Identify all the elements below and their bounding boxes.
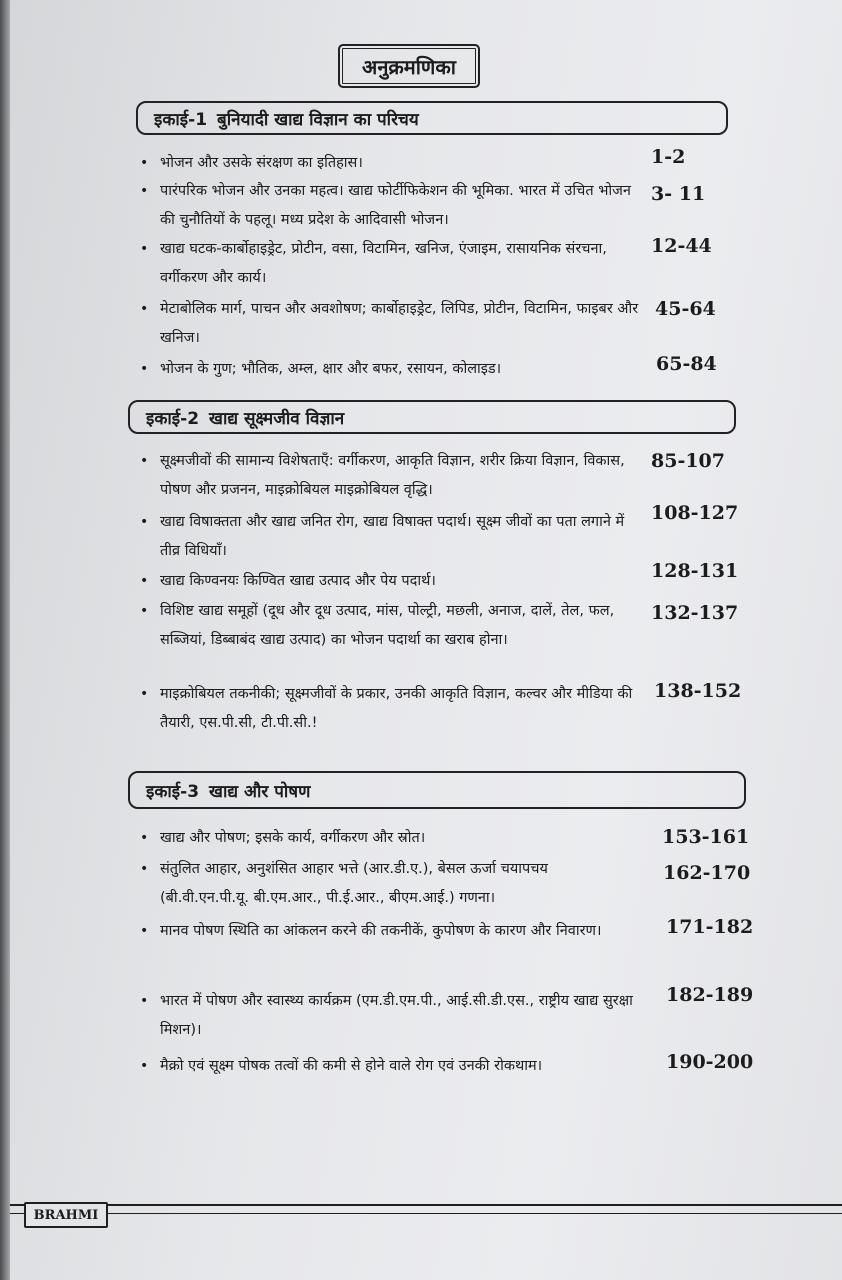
topic-text: खाद्य घटक-कार्बोहाइड्रेट, प्रोटीन, वसा, विटामिन, खनिज, एंजाइम, रासायनिक संरचना, वर्गीकरण और कार्य। [160,241,607,286]
publisher-brand: BRAHMI [24,1202,108,1228]
toc-item [140,680,640,738]
toc-item [140,508,640,566]
page-range: 190-200 [666,1051,754,1073]
bullet-icon: • [140,453,149,469]
book-spine-shadow [0,0,10,1280]
topic-text: भोजन और उसके संरक्षण का इतिहास। [160,155,363,171]
topic-text: भोजन के गुण; भौतिक, अम्ल, क्षार और बफर, रसायन, कोलाइड। [160,361,502,377]
footer-rule-top [10,1204,842,1206]
toc-item [140,295,640,353]
topic-text: खाद्य विषाक्तता और खाद्य जनित रोग, खाद्य विषाक्त पदार्थ। सूक्ष्म जीवों का पता लगाने में तीव्र विधियाँ। [160,514,625,559]
bullet-icon: • [140,301,149,317]
unit-1-heading [136,101,728,135]
page-title: अनुक्रमणिका [338,44,480,88]
page-range: 3- 11 [651,183,706,205]
toc-item [140,855,640,913]
topic-text: संतुलित आहार, अनुशंसित आहार भत्ते (आर.डी.ए.), बेसल ऊर्जा चयापचय (बी.वी.एन.पी.यू. बी.एम.आर., पी.ई.आर., बीएम.आई.) गणना। [160,861,548,906]
toc-item [140,567,640,596]
topic-text: खाद्य और पोषण; इसके कार्य, वर्गीकरण और स्रोत। [160,830,426,846]
topic-text: माइक्रोबियल तकनीकी; सूक्ष्मजीवों के प्रकार, उनकी आकृति विज्ञान, कल्वर और मीडिया की तैयारी, एस.पी.सी, टी.पी.सी.! [160,686,633,731]
page-range: 182-189 [666,984,754,1006]
bullet-icon: • [140,573,149,589]
unit-1-label: इकाई-1 [154,109,208,130]
toc-item [140,235,640,293]
unit-1-name: बुनियादी खाद्य विज्ञान का परिचय [217,109,419,130]
toc-item [140,447,640,505]
page-range: 85-107 [651,450,725,472]
page-range: 171-182 [666,916,754,938]
unit-2-name: खाद्य सूक्ष्मजीव विज्ञान [209,408,345,429]
bullet-icon: • [140,603,149,619]
page-range: 128-131 [651,560,739,582]
topic-text: खाद्य किण्वनयः किण्वित खाद्य उत्पाद और पेय पदार्थ। [160,573,436,589]
topic-text: भारत में पोषण और स्वास्थ्य कार्यक्रम (एम.डी.एम.पी., आई.सी.डी.एस., राष्ट्रीय खाद्य सुरक्षा मिशन)। [160,993,633,1038]
topic-text: सूक्ष्मजीवों की सामान्य विशेषताएँ: वर्गीकरण, आकृति विज्ञान, शरीर क्रिया विज्ञान, विकास, पोषण और प्रजनन, माइक्रोबियल माइक्रोबियल वृद्धि। [160,453,625,498]
page-range: 153-161 [662,826,750,848]
page-range: 132-137 [651,602,739,624]
topic-text: मानव पोषण स्थिति का आंकलन करने की तकनीकें, कुपोषण के कारण और निवारण। [160,923,602,939]
toc-item [140,1052,660,1081]
topic-text: मैक्रो एवं सूक्ष्म पोषक तत्वों की कमी से होने वाले रोग एवं उनकी रोकथाम। [160,1058,543,1074]
toc-item [140,917,640,946]
page-range: 65-84 [656,353,717,375]
toc-item [140,149,640,178]
bullet-icon: • [140,686,149,702]
toc-item [140,177,640,235]
bullet-icon: • [140,993,149,1009]
unit-2-label: इकाई-2 [146,408,200,429]
bullet-icon: • [140,923,149,939]
bullet-icon: • [140,1058,149,1074]
page-range: 12-44 [651,235,712,257]
page-range: 108-127 [651,502,739,524]
page-range: 1-2 [651,146,686,168]
bullet-icon: • [140,241,149,257]
unit-3-heading [128,771,746,809]
toc-item [140,824,640,853]
topic-text: पारंपरिक भोजन और उनका महत्व। खाद्य फोर्टीफिकेशन की भूमिका. भारत में उचित भोजन की चुनौतियों के पहलू। मध्य प्रदेश के आदिवासी भोजन। [160,183,631,228]
unit-3-name: खाद्य और पोषण [209,781,311,802]
toc-item [140,987,640,1045]
bullet-icon: • [140,830,149,846]
bullet-icon: • [140,514,149,530]
unit-3-label: इकाई-3 [146,781,200,802]
toc-item [140,597,640,655]
page-range: 162-170 [663,862,751,884]
toc-item [140,355,640,384]
bullet-icon: • [140,155,149,171]
page-range: 45-64 [655,298,716,320]
page-range: 138-152 [654,680,742,702]
unit-2-heading [128,400,736,434]
bullet-icon: • [140,361,149,377]
topic-text: विशिष्ट खाद्य समूहों (दूध और दूध उत्पाद, मांस, पोल्ट्री, मछली, अनाज, दालें, तेल, फल, सब्जियां, डिब्बाबंद खाद्य उत्पाद) का भोजन पदार्था का खराब होना। [160,603,615,648]
bullet-icon: • [140,861,149,877]
topic-text: मेटाबोलिक मार्ग, पाचन और अवशोषण; कार्बोहाइड्रेट, लिपिड, प्रोटीन, विटामिन, फाइबर और खनिज। [160,301,639,346]
bullet-icon: • [140,183,149,199]
footer-rule-bottom [10,1213,842,1214]
